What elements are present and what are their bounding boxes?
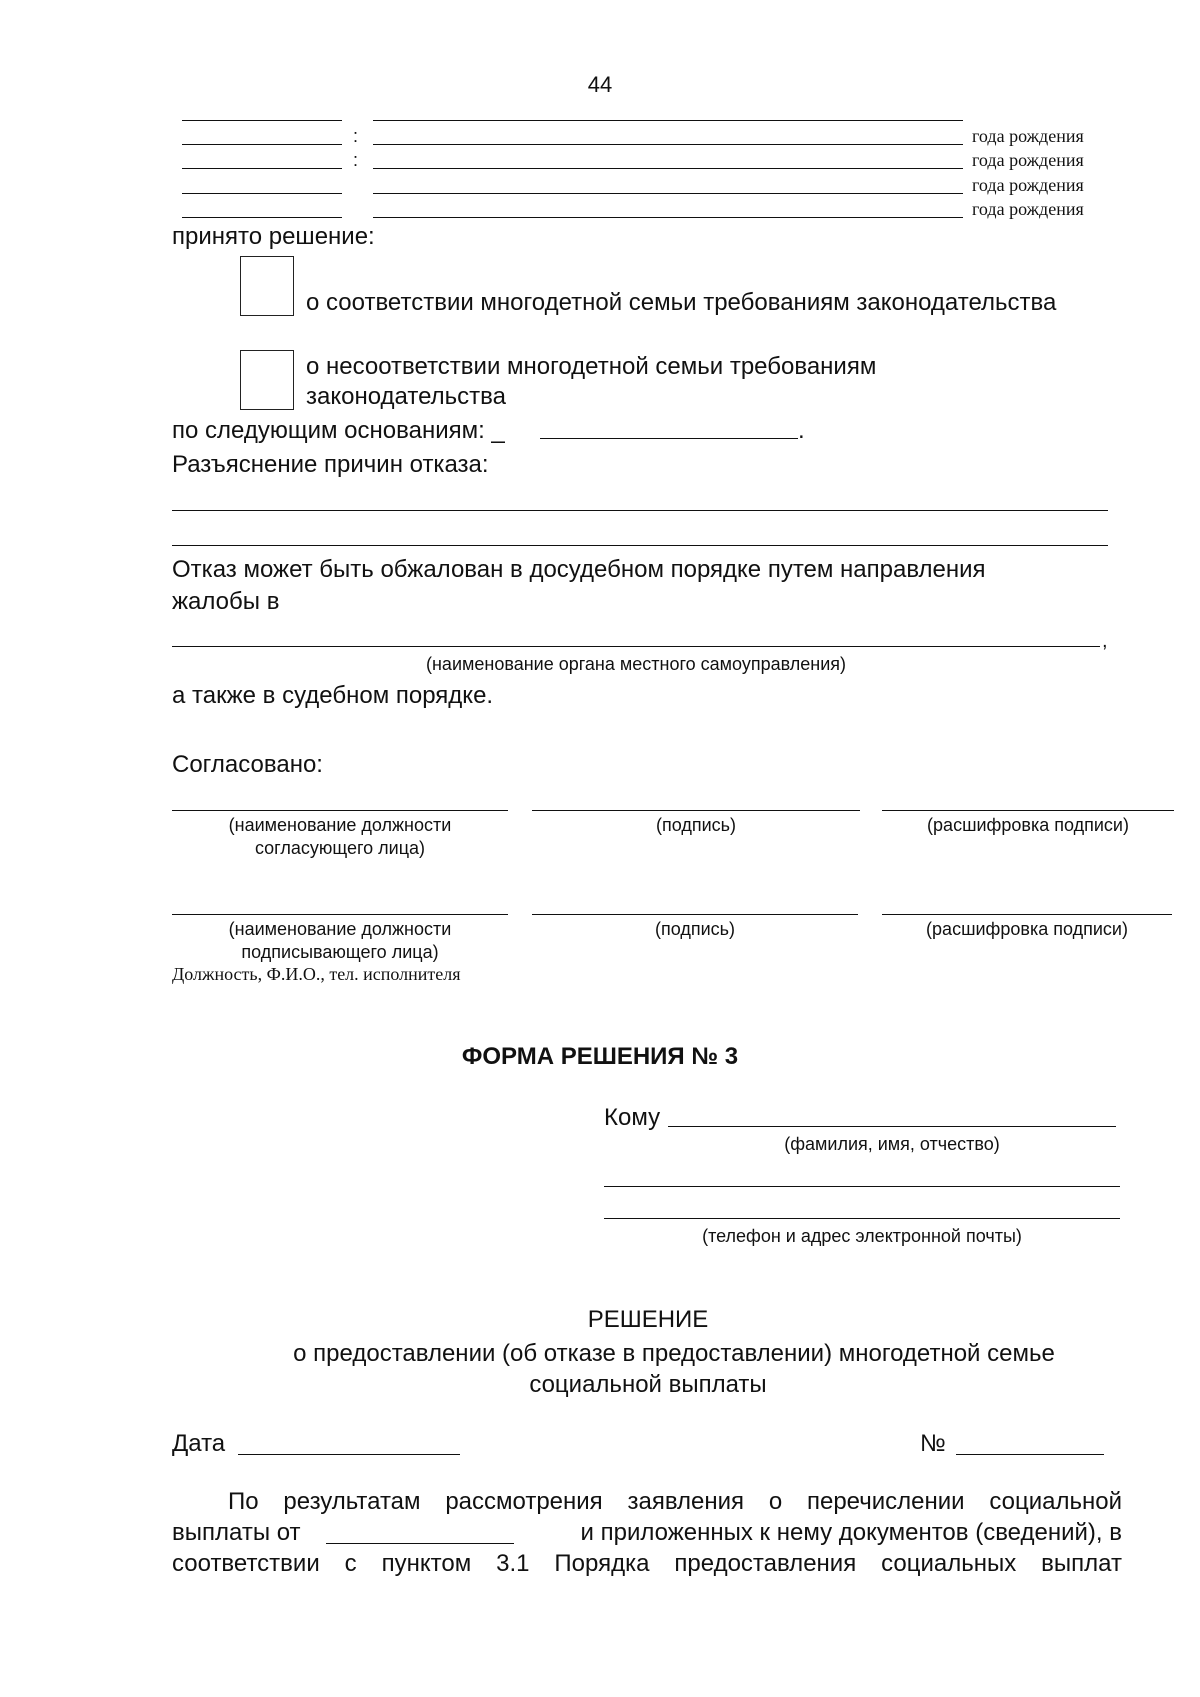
birth-row-left-line [182,193,342,194]
signature-decode-caption: (расшифровка подписи) [926,919,1128,939]
birth-row-colon: : [353,126,359,146]
recipient-name-line[interactable] [668,1126,1116,1127]
appeal-text-line2: жалобы в [172,588,280,615]
position-caption: (наименование должности [228,919,452,939]
signature-caption: (подпись) [655,815,737,835]
form-title: ФОРМА РЕШЕНИЯ № 3 [461,1043,739,1070]
court-text: а также в судебном порядке. [172,682,494,709]
authority-caption: (наименование органа местного самоуправления) [426,654,846,674]
birth-row-right-line [373,193,963,194]
agreed-label: Согласовано: [172,751,323,778]
signature-line[interactable] [532,810,860,811]
birth-row-left-line [182,217,342,218]
birth-row-suffix: года рождения [972,175,1084,195]
grounds-line[interactable] [540,438,798,439]
appeal-text-line1: Отказ может быть обжалован в досудебном порядке путем направления [172,556,986,583]
birth-row-right-line [373,144,963,145]
signature-decode-caption: (расшифровка подписи) [927,815,1129,835]
birth-row-left-line [182,144,342,145]
compliance-checkbox[interactable] [240,256,294,316]
authority-line[interactable] [172,646,1100,647]
noncompliance-checkbox-label-line2: законодательства [306,383,506,410]
recipient-contact-line[interactable] [604,1218,1120,1219]
to-label: Кому [604,1104,661,1131]
birth-row-suffix: года рождения [972,199,1084,219]
body-line3: соответствии с пунктом 3.1 Порядка предоставления социальных выплат [172,1550,1122,1577]
date-label: Дата [172,1430,226,1457]
birth-row-left-line [182,168,342,169]
position-caption: согласующего лица) [254,838,426,858]
birth-row-suffix: года рождения [972,126,1084,146]
signature-line[interactable] [532,914,858,915]
noncompliance-checkbox-label-line1: о несоответствии многодетной семьи требованиям [306,353,877,380]
compliance-checkbox-label: о соответствии многодетной семьи требованиям законодательства [306,289,1057,316]
birth-row-right-line [373,217,963,218]
page-number: 44 [587,72,613,97]
recipient-contact-line[interactable] [604,1186,1120,1187]
authority-comma: , [1102,630,1108,652]
refusal-reasons-line[interactable] [172,545,1108,546]
decision-subtitle-line2: социальной выплаты [529,1371,767,1398]
refusal-reasons-label: Разъяснение причин отказа: [172,451,489,478]
grounds-end: . [798,417,805,444]
date-line[interactable] [238,1454,460,1455]
decision-title: РЕШЕНИЕ [587,1306,709,1333]
refusal-reasons-line[interactable] [172,510,1108,511]
position-caption: подписывающего лица) [241,942,439,962]
signature-decode-line[interactable] [882,914,1172,915]
application-date-line[interactable] [326,1543,514,1544]
body-line2-start: выплаты от [172,1519,301,1546]
signature-decode-line[interactable] [882,810,1174,811]
position-line[interactable] [172,914,508,915]
decision-subtitle-line1: о предоставлении (об отказе в предоставлении) многодетной семье [293,1340,1055,1367]
body-line1: По результатам рассмотрения заявления о перечислении социальной [228,1488,1122,1515]
body-line2-end: и приложенных к нему документов (сведений), в [580,1519,1122,1546]
position-caption: (наименование должности [228,815,452,835]
signature-caption: (подпись) [654,919,736,939]
executor-note: Должность, Ф.И.О., тел. исполнителя [172,964,461,984]
noncompliance-checkbox[interactable] [240,350,294,410]
grounds-label: по следующим основаниям: _ [172,417,505,444]
fio-caption: (фамилия, имя, отчество) [784,1134,1000,1154]
decision-intro: принято решение: [172,223,375,250]
contact-caption: (телефон и адрес электронной почты) [702,1226,1022,1246]
number-line[interactable] [956,1454,1104,1455]
position-line[interactable] [172,810,508,811]
birth-row-right-line [373,168,963,169]
birth-row-left-line [182,120,342,121]
number-label: № [920,1430,946,1457]
birth-row-colon: : [353,150,359,170]
birth-row-right-line [373,120,963,121]
birth-row-suffix: года рождения [972,150,1084,170]
